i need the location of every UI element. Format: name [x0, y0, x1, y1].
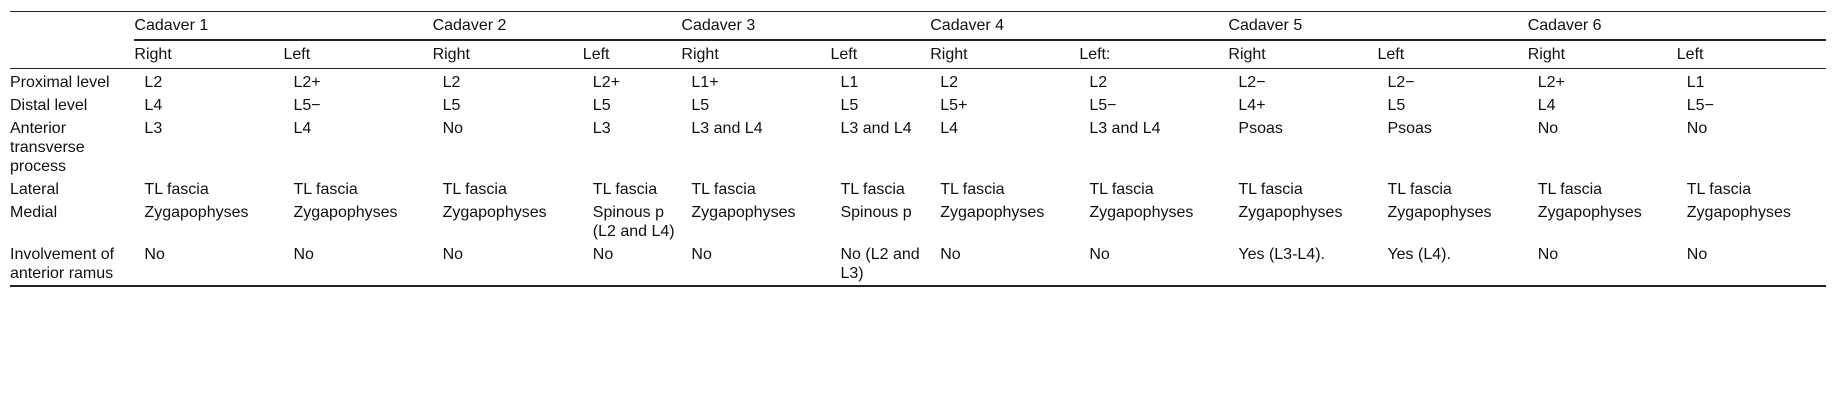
- table-cell: TL fascia: [691, 181, 756, 198]
- table-cell: Zygapophyses: [144, 204, 249, 221]
- table-cell: L5: [442, 97, 461, 114]
- side-header: Left: [830, 40, 930, 69]
- table-cell: L5−: [1089, 97, 1117, 114]
- table-cell: L2+: [293, 74, 321, 91]
- cadaver-header: Cadaver 1: [134, 12, 432, 41]
- table-cell: No: [583, 241, 682, 286]
- table-cell: Zygapophyses: [1686, 204, 1791, 221]
- cadaver-header-row: [10, 12, 1826, 41]
- table-cell: Zygapophyses: [691, 204, 796, 221]
- table-cell: No: [134, 241, 283, 286]
- table-cell: L1: [1686, 74, 1705, 91]
- row-label: Lateral: [10, 181, 59, 198]
- table-cell: Yes (L3-L4).: [1228, 241, 1377, 286]
- table-cell: No: [1528, 241, 1677, 286]
- side-header: Right: [1228, 40, 1377, 69]
- table-cell: TL fascia: [940, 181, 1005, 198]
- table-cell: Zygapophyses: [1238, 204, 1343, 221]
- table-cell: L4+: [1238, 97, 1266, 114]
- side-header: Left: [283, 40, 432, 69]
- side-header: Right: [681, 40, 830, 69]
- table-cell: TL fascia: [1238, 181, 1303, 198]
- cadaver-header: Cadaver 5: [1228, 12, 1527, 41]
- side-header: Left:: [1079, 40, 1228, 69]
- side-header: Left: [1677, 40, 1826, 69]
- table-cell: Spinous p (L2 and L4): [592, 204, 675, 240]
- table-cell: L1+: [691, 74, 719, 91]
- table-cell: TL fascia: [1686, 181, 1752, 198]
- side-header-row: [10, 40, 1826, 69]
- side-header: Right: [433, 40, 583, 69]
- table-row: [10, 176, 1826, 199]
- table-cell: Yes (L4).: [1377, 241, 1527, 286]
- table-cell: No: [433, 241, 583, 286]
- row-label: Involvement of anterior ramus: [10, 241, 134, 286]
- cadaver-header: Cadaver 3: [681, 12, 930, 41]
- cadaver-findings-table: [10, 11, 1826, 287]
- table-cell: L5−: [1686, 97, 1714, 114]
- table-cell: L4: [293, 120, 312, 137]
- cadaver-header: Cadaver 2: [433, 12, 682, 41]
- table-cell: TL fascia: [144, 181, 209, 198]
- side-header: Left: [583, 40, 682, 69]
- side-header: Left: [1377, 40, 1527, 69]
- table-cell: L4: [144, 97, 163, 114]
- table-row: [10, 69, 1826, 93]
- side-header: Right: [930, 40, 1079, 69]
- table-cell: L5: [1387, 97, 1406, 114]
- table-cell: No: [1079, 241, 1228, 286]
- table-row: [10, 241, 1826, 286]
- corner-cell: [10, 12, 134, 41]
- table-cell: L3: [592, 120, 611, 137]
- table-cell: L5−: [293, 97, 321, 114]
- table-cell: L3 and L4: [1089, 120, 1161, 137]
- table-cell: Zygapophyses: [1387, 204, 1492, 221]
- table-cell: TL fascia: [442, 181, 507, 198]
- table-cell: TL fascia: [293, 181, 358, 198]
- table-row: [10, 115, 1826, 176]
- side-header: Right: [134, 40, 283, 69]
- table-cell: L2−: [1387, 74, 1415, 91]
- table-cell: Psoas: [1387, 120, 1432, 137]
- table-cell: Spinous p: [840, 204, 912, 221]
- corner-cell: [10, 40, 134, 69]
- table-cell: Zygapophyses: [940, 204, 1045, 221]
- table-cell: L3 and L4: [691, 120, 763, 137]
- table-cell: TL fascia: [1089, 181, 1154, 198]
- table-cell: No: [681, 241, 830, 286]
- table-cell: L4: [1537, 97, 1556, 114]
- table-cell: L5: [691, 97, 710, 114]
- table-cell: No: [1686, 120, 1708, 137]
- row-label: Medial: [10, 204, 58, 221]
- table-row: [10, 92, 1826, 115]
- table-cell: L4: [940, 120, 959, 137]
- table-cell: No: [930, 241, 1079, 286]
- table-cell: No: [1677, 241, 1826, 286]
- table-cell: No: [442, 120, 464, 137]
- table-cell: L5: [840, 97, 859, 114]
- table-cell: TL fascia: [592, 181, 658, 198]
- table-cell: L2: [1089, 74, 1108, 91]
- table-cell: Zygapophyses: [1089, 204, 1194, 221]
- table-cell: No (L2 and L3): [830, 241, 930, 286]
- table-cell: L2: [144, 74, 163, 91]
- table-cell: Zygapophyses: [293, 204, 398, 221]
- table-cell: TL fascia: [840, 181, 905, 198]
- table-cell: TL fascia: [1387, 181, 1452, 198]
- table-cell: Zygapophyses: [442, 204, 547, 221]
- cadaver-header: Cadaver 6: [1528, 12, 1826, 41]
- row-label: Anterior transverse process: [10, 120, 85, 175]
- table-cell: L1: [840, 74, 859, 91]
- table-cell: L2+: [1537, 74, 1565, 91]
- table-cell: TL fascia: [1537, 181, 1603, 198]
- row-label: Distal level: [10, 97, 88, 114]
- table-cell: L2+: [592, 74, 620, 91]
- table-row: [10, 199, 1826, 241]
- table-cell: L5: [592, 97, 611, 114]
- table-cell: L3 and L4: [840, 120, 912, 137]
- row-label: Proximal level: [10, 74, 110, 91]
- table-cell: L2: [442, 74, 461, 91]
- anatomy-table-container: [10, 11, 1826, 287]
- table-cell: Zygapophyses: [1537, 204, 1642, 221]
- table-cell: L5+: [940, 97, 968, 114]
- table-cell: L2−: [1238, 74, 1266, 91]
- table-cell: L3: [144, 120, 163, 137]
- table-body: [10, 69, 1826, 287]
- table-cell: No: [283, 241, 432, 286]
- table-cell: No: [1537, 120, 1559, 137]
- side-header: Right: [1528, 40, 1677, 69]
- cadaver-header: Cadaver 4: [930, 12, 1228, 41]
- table-cell: L2: [940, 74, 959, 91]
- table-cell: Psoas: [1238, 120, 1283, 137]
